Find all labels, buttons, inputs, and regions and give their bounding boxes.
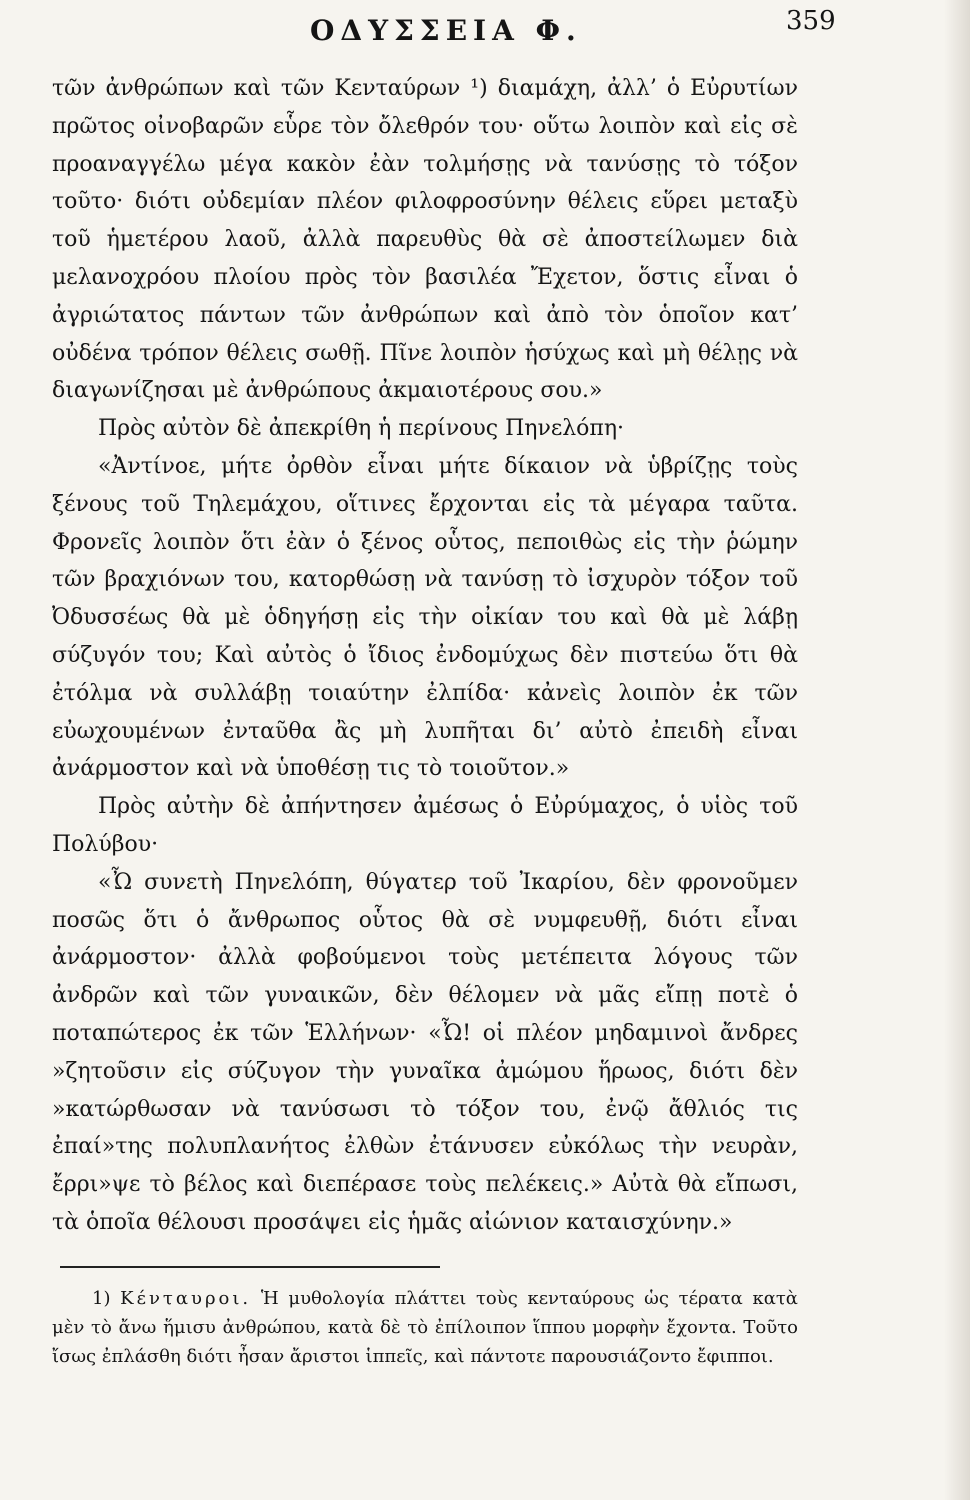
paragraph-continuation: τῶν ἀνθρώπων καὶ τῶν Κενταύρων ¹) διαμάχη, ἀλλ’ ὁ Εὐρυτίων πρῶτος οἰνοβαρῶν εὗρε τὸν ὄλεθρόν του· οὕτω λοιπὸν καὶ εἰς σὲ προαναγγέλω μέγα κακὸν ἐὰν τολμήσῃς νὰ τανύσῃς τὸ τόξον τοῦτο· διότι οὐδεμίαν πλέον φιλοφροσύνην θέλεις εὕρει μεταξὺ τοῦ ἡμετέρου λαοῦ, ἀλλὰ παρευθὺς θὰ σὲ ἀποστείλωμεν διὰ μελανοχρόου πλοίου πρὸς τὸν βασιλέα Ἔχετον, ὅστις εἶναι ὁ ἀγριώτατος πάντων τῶν ἀνθρώπων καὶ ἀπὸ τὸν ὁποῖον κατ’ οὐδένα τρόπον θέλεις σωθῇ. Πῖνε λοιπὸν ἡσύχως καὶ μὴ θέλῃς νὰ διαγωνίζησαι μὲ ἀνθρώπους ἀκμαιοτέρους σου.» [52, 76, 798, 404]
paragraph-penelope-speech: «Ἀντίνοε, μήτε ὀρθὸν εἶναι μήτε δίκαιον νὰ ὑβρίζῃς τοὺς ξένους τοῦ Τηλεμάχου, οἵτινες ἔρχονται εἰς τὰ μέγαρα ταῦτα. Φρονεῖς λοιπὸν ὅτι ἐὰν ὁ ξένος οὗτος, πεποιθὼς εἰς τὴν ῥώμην τῶν βραχιόνων του, κατορθώσῃ νὰ τανύσῃ τὸ ἰσχυρὸν τόξον τοῦ Ὀδυσσέως θὰ μὲ ὁδηγήσῃ εἰς τὴν οἰκίαν του καὶ θὰ μὲ λάβῃ σύζυγόν του; Καὶ αὐτὸς ὁ ἴδιος ἐνδομύχως δὲν πιστεύω ὅτι θὰ ἐτόλμα νὰ συλλάβῃ τοιαύτην ἐλπίδα· κἀνεὶς λοιπὸν ἐκ τῶν εὐωχουμένων ἐνταῦθα ἂς μὴ λυπῆται δι’ αὐτὸ ἐπειδὴ εἶναι ἀνάρμοστον καὶ νὰ ὑποθέσῃ τις τὸ τοιοῦτον.» [52, 453, 798, 782]
paragraph-narration-eurymachus: Πρὸς αὐτὴν δὲ ἀπήντησεν ἀμέσως ὁ Εὐρύμαχος, ὁ υἱὸς τοῦ Πολύβου· [52, 794, 798, 857]
paragraph-eurymachus-speech: «Ὦ συνετὴ Πηνελόπη, θύγατερ τοῦ Ἰκαρίου, δὲν φρονοῦμεν ποσῶς ὅτι ὁ ἄνθρωπος οὗτος θὰ σὲ νυμφευθῇ, διότι εἶναι ἀνάρμοστον· ἀλλὰ φοβούμενοι τοὺς μετέπειτα λόγους τῶν ἀνδρῶν καὶ τῶν γυναικῶν, δὲν θέλομεν νὰ μᾶς εἴπῃ ποτὲ ὁ ποταπώτερος ἐκ τῶν Ἑλλήνων· «Ὦ! οἱ πλέον μηδαμινοὶ ἄνδρες »ζητοῦσιν εἰς σύζυγον τὴν γυναῖκα ἀμώμου ἥρωος, διότι δὲν »κατώρθωσαν νὰ τανύσωσι τὸ τόξον του, ἐνῷ ἄθλιός τις ἐπαί»της πολυπλανήτος ἐλθὼν ἐτάνυσεν εὐκόλως τὴν νευρὰν, ἔρρι»ψε τὸ βέλος καὶ διεπέρασε τοὺς πελέκεις.» Αὐτὰ θὰ εἴπωσι, τὰ ὁποῖα θέλουσι προσάψει εἰς ἡμᾶς αἰώνιον καταισχύνην.» [52, 869, 798, 1235]
footnote-text: Ἡ μυθολογία πλάττει τοὺς κενταύρους ὡς τέρατα κατὰ μὲν τὸ ἄνω ἥμισυ ἀνθρώπου, κατὰ δὲ τὸ ἐπίλοιπον ἵππου μορφὴν ἔχοντα. Τοῦτο ἴσως ἐπλάσθη διότι ἦσαν ἄριστοι ἱππεῖς, καὶ πάντοτε παρουσιάζοντο ἔφιπποι. [52, 1287, 798, 1367]
page-gutter-shadow [944, 0, 970, 1500]
footnote [52, 1284, 798, 1371]
footnote-term: Κένταυροι. [120, 1287, 252, 1309]
page-number: 359 [786, 6, 836, 36]
footnote-marker: 1) [92, 1287, 111, 1309]
running-title: ΟΔΥΣΣΕΙΑ Φ. [310, 14, 582, 47]
footnote-rule [60, 1266, 440, 1268]
main-text [52, 70, 798, 1242]
paragraph-narration-penelope: Πρὸς αὐτὸν δὲ ἀπεκρίθη ἡ περίνους Πηνελόπη· [98, 416, 625, 442]
page-header [52, 0, 836, 70]
